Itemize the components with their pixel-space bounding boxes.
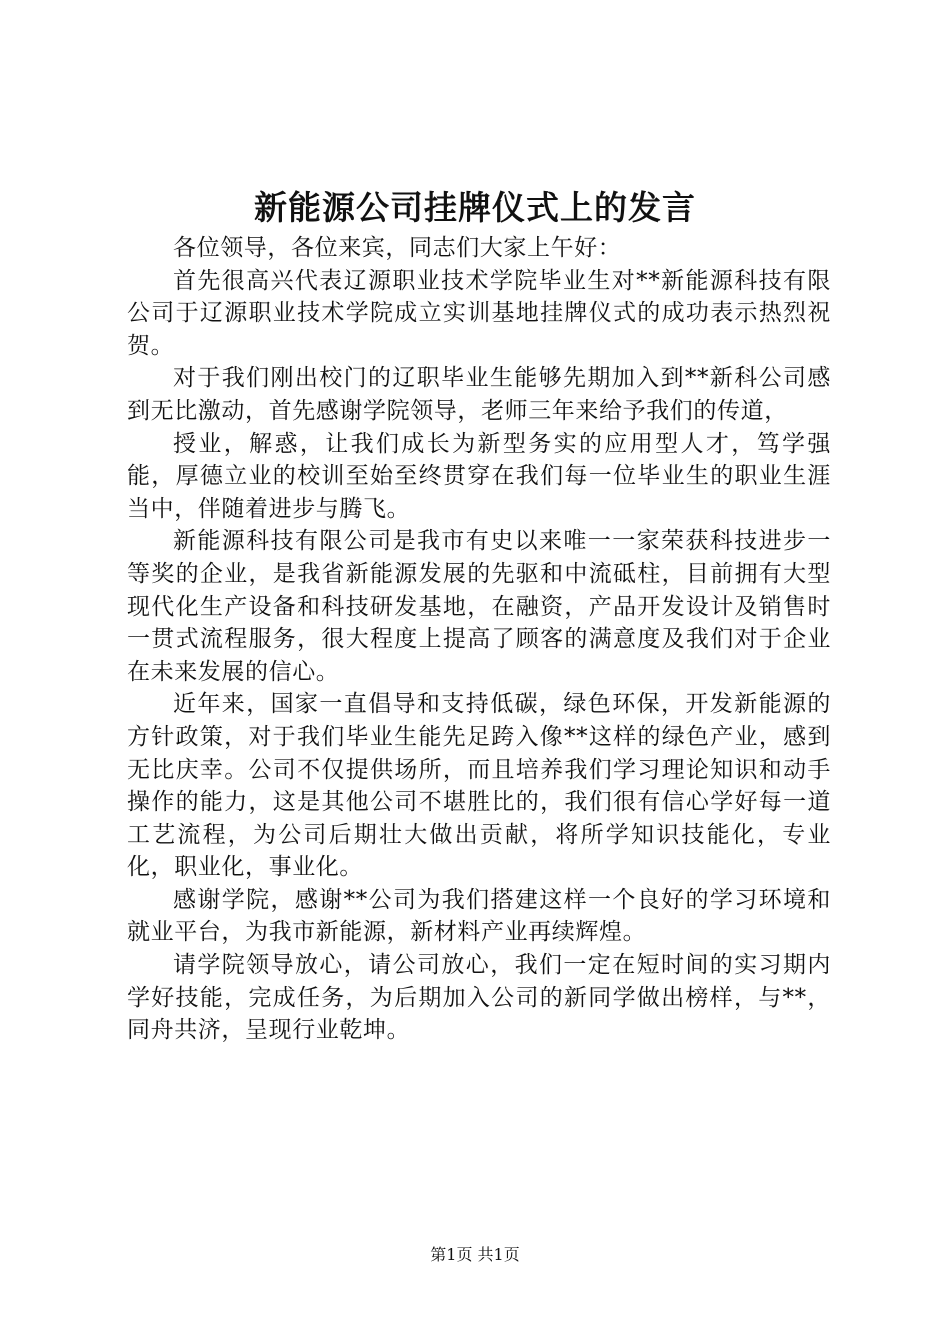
paragraph-company-intro: 新能源科技有限公司是我市有史以来唯一一家荣获科技进步一等奖的企业，是我省新能源发展的先驱和中流砥柱，目前拥有大型现代化生产设备和科技研发基地，在融资，产品开发设计及销售时一贯式流程服务，很大程度上提高了顾客的满意度及我们对于企业在未来发展的信心。 (127, 528, 831, 685)
document-title: 新能源公司挂牌仪式上的发言 (254, 188, 696, 227)
paragraph-thanks: 感谢学院，感谢**公司为我们搭建这样一个良好的学习环境和就业平台，为我市新能源，新材料产业再续辉煌。 (127, 886, 831, 946)
paragraph-greeting: 各位领导，各位来宾，同志们大家上午好： (173, 235, 622, 261)
paragraph-closing: 请学院领导放心，请公司放心，我们一定在短时间的实习期内学好技能，完成任务，为后期加入公司的新同学做出榜样，与**，同舟共济，呈现行业乾坤。 (127, 952, 831, 1044)
paragraph-congratulation: 首先很高兴代表辽源职业技术学院毕业生对**新能源科技有限公司于辽源职业技术学院成立实训基地挂牌仪式的成功表示热烈祝贺。 (127, 267, 831, 359)
paragraph-education: 授业，解惑，让我们成长为新型务实的应用型人才，笃学强能，厚德立业的校训至始至终贯穿在我们每一位毕业生的职业生涯当中，伴随着进步与腾飞。 (127, 430, 831, 522)
document-body (127, 232, 831, 1047)
paragraph-gratitude: 对于我们刚出校门的辽职毕业生能够先期加入到**新科公司感到无比激动，首先感谢学院领导，老师三年来给予我们的传道， (127, 365, 831, 424)
paragraph-policy: 近年来，国家一直倡导和支持低碳，绿色环保，开发新能源的方针政策，对于我们毕业生能先足跨入像**这样的绿色产业，感到无比庆幸。公司不仅提供场所，而且培养我们学习理论知识和动手操作的能力，这是其他公司不堪胜比的，我们很有信心学好每一道工艺流程，为公司后期壮大做出贡献，将所学知识技能化，专业化，职业化，事业化。 (127, 691, 831, 881)
page-number-footer: 第1页 共1页 (430, 1245, 520, 1264)
